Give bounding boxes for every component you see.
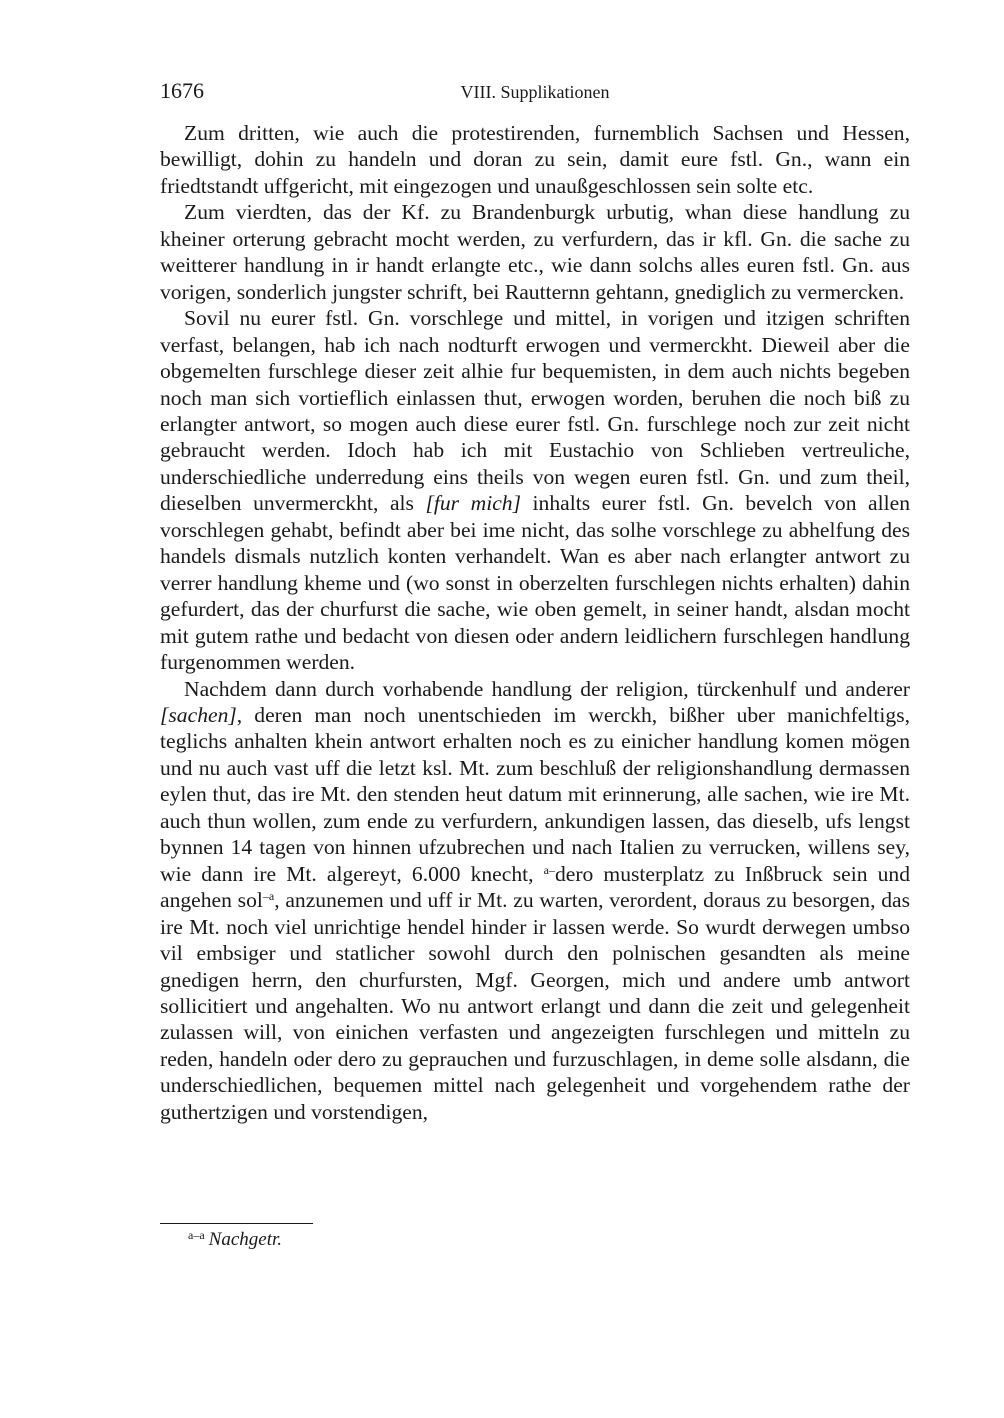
footnote-mark: a–a xyxy=(188,1228,205,1242)
running-title: VIII. Supplikationen xyxy=(460,82,610,102)
footnote xyxy=(188,1228,282,1251)
paragraph-4-text-a: Nachdem dann durch vorhabende handlung der religion, türckenhulf und anderer xyxy=(184,676,910,701)
editorial-insertion: [sachen] xyxy=(160,702,237,727)
footnote-text: Nachgetr. xyxy=(208,1229,283,1250)
paragraph-4 xyxy=(160,676,910,1126)
body-text xyxy=(160,120,910,1125)
paragraph-3-text-b: inhalts eurer fstl. Gn. bevelch von allen vorschlegen gehabt, befindt aber bei ime nicht, das solhe vorschlege zu abhelfung des handels dismals nutzlich konten verhandelt. Wan es aber nach erlangter antwort zu verrer handlung kheme und (wo sonst in oberzelten furschlegen nichts erhalten) dahin gefurdert, das der churfurst die sache, wie oben gemelt, in seiner handt, alsdan mocht mit gutem rathe und bedacht von diesen oder andern leidlichern furschlegen handlung furgenommen werden. xyxy=(160,491,910,675)
paragraph-4-text-d: , anzunemen und uff ir Mt. zu warten, verordent, doraus zu besorgen, das ire Mt. noch viel unrichtige hendel hinder ir lassen werde. So wurdt derwegen umbso vil embsiger und statlicher sowohl durch den polnischen gesandten als meine gnedigen herrn, den churfursten, Mgf. Georgen, mich und andere umb antwort sollicitiert und angehalten. Wo nu antwort erlangt und dann die zeit und gelegenheit zulassen will, von einichen verfasten und angezeigten furschlegen und mitteln zu reden, handeln oder dero zu geprauchen und furzuschlagen, in deme solle alsdann, die underschiedlichen, bequemen mittel nach gelegenheit und vorgehendem rathe der guthertzigen und vorstendigen, xyxy=(160,888,910,1124)
paragraph-2: Zum vierdten, das der Kf. zu Brandenburgk urbutig, whan diese handlung zu kheiner orterung gebracht mocht werden, zu verfurdern, das ir kfl. Gn. die sache zu weitterer handlung in ir handt erlangte etc., wie dann solchs alles euren fstl. Gn. aus vorigen, sonderlich jungster schrift, bei Rautternn gehtann, gnediglich zu vermercken. xyxy=(160,200,910,304)
page-number: 1676 xyxy=(160,78,204,103)
page-header xyxy=(160,78,910,108)
editorial-insertion: [fur mich] xyxy=(425,491,521,516)
paragraph-1: Zum dritten, wie auch die protestirenden, furnemblich Sachsen und Hessen, bewilligt, dohin zu handeln und doran zu sein, damit eure fstl. Gn., wann ein friedtstandt uffgericht, mit eingezogen und unaußgeschlossen sein solte etc. xyxy=(160,121,910,198)
paragraph-3-text-a: Sovil nu eurer fstl. Gn. vorschlege und mittel, in vorigen und itzigen schriften verfast, belangen, hab ich nach nodturft erwogen und vermerckht. Dieweil aber die obgemelten furschlege dieser zeit alhie fur bequemisten, in dem auch nichts begeben noch man sich vortieflich einlassen thut, erwogen worden, beruhen die noch biß zu erlangter antwort, so mogen auch diese eurer fstl. Gn. furschlege noch zur zeit nicht gebraucht werden. Idoch hab ich mit Eustachio von Schlieben vertreuliche, underschiedliche underredung eins theils von wegen euren fstl. Gn. und zum theil, dieselben unvermerckht, als xyxy=(160,306,910,516)
footnote-mark-close: –a xyxy=(262,889,275,904)
footnote-mark-open: a– xyxy=(543,862,555,877)
paragraph-3 xyxy=(160,305,910,675)
paragraph-4-text-b: , deren man noch unentschieden im werckh, bißher uber manichfeltigs, teglichs anhalten khein antwort erhalten noch es zu einicher handlung komen mögen und nu auch vast uff die letzt ksl. Mt. zum beschluß der religionshandlung dermassen eylen thut, das ire Mt. den stenden heut datum mit erinnerung, alle sachen, wie ire Mt. auch thun wollen, zum ende zu verfurdern, ankundigen lassen, das dieselb, ufs lengst bynnen 14 tagen von hinnen ufzubrechen und nach Italien zu verrucken, willens sey, wie dann ire Mt. algereyt, 6.000 knecht, xyxy=(160,702,910,886)
paragraph-4-text-c: dero musterplatz zu Inßbruck sein und angehen sol xyxy=(160,861,911,913)
footnote-separator xyxy=(160,1223,313,1224)
